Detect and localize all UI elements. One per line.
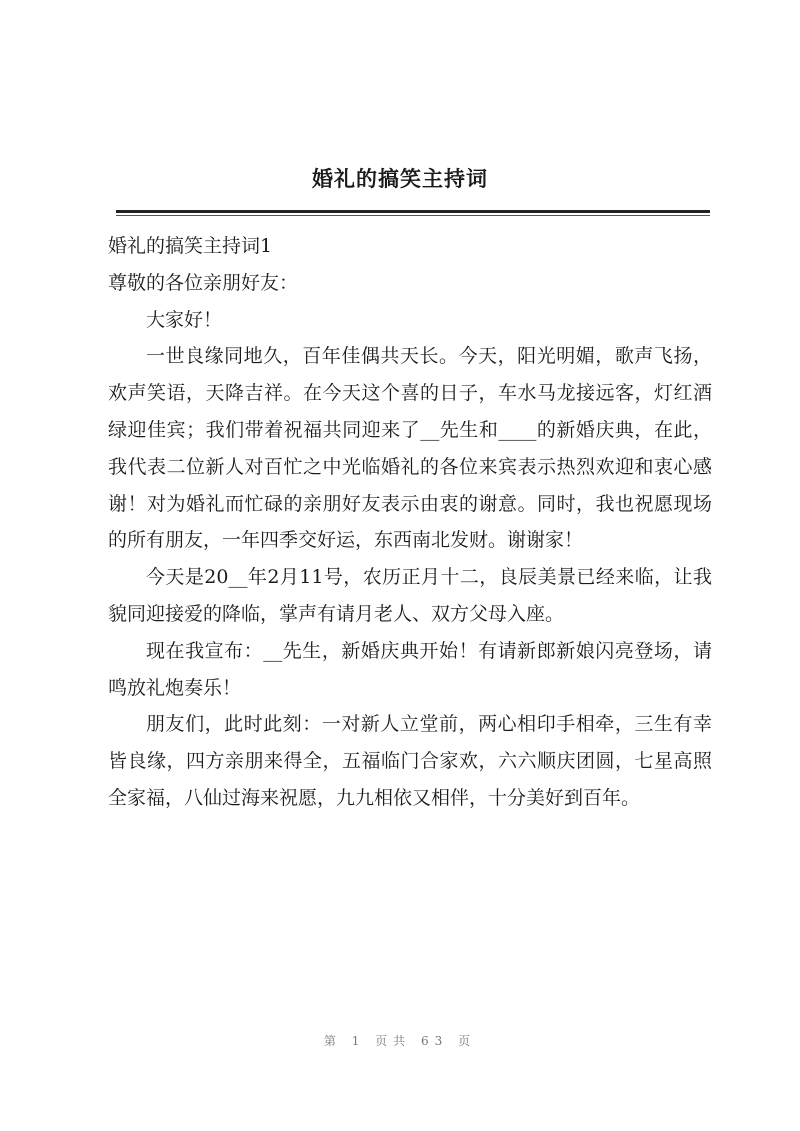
paragraph: 今天是20__年2月11号，农历正月十二，良辰美景已经来临，让我貌同迎接爱的降临，掌声有请月老人、双方父母入座。 (108, 566, 712, 625)
title-divider (116, 210, 710, 213)
page-title: 婚礼的搞笑主持词 (312, 166, 488, 191)
page-number: 第 1 页共 63 页 (323, 1034, 477, 1048)
paragraph: 大家好！ (146, 308, 223, 331)
document-body (108, 228, 712, 817)
salutation: 尊敬的各位亲朋好友： (108, 271, 299, 294)
title-divider-thin (116, 215, 710, 216)
paragraph: 一世良缘同地久，百年佳偶共天长。今天，阳光明媚，歌声飞扬，欢声笑语，天降吉祥。在今天这个喜的日子，车水马龙接远客，灯红酒绿迎佳宾；我们带着祝福共同迎来了__先生和____的新婚庆典，在此，我代表二位新人对百忙之中光临婚礼的各位来宾表示热烈欢迎和衷心感谢！对为婚礼而忙碌的亲朋好友表示由衷的谢意。同时，我也祝愿现场的所有朋友，一年四季交好运，东西南北发财。谢谢家！ (108, 345, 712, 552)
section-heading: 婚礼的搞笑主持词1 (108, 235, 273, 257)
paragraph: 现在我宣布：__先生，新婚庆典开始！有请新郎新娘闪亮登场，请鸣放礼炮奏乐！ (108, 639, 712, 699)
paragraph: 朋友们，此时此刻：一对新人立堂前，两心相印手相牵，三生有幸皆良缘，四方亲朋来得全，五福临门合家欢，六六顺庆团圆，七星高照全家福，八仙过海来祝愿，九九相依又相伴，十分美好到百年。 (108, 713, 712, 809)
